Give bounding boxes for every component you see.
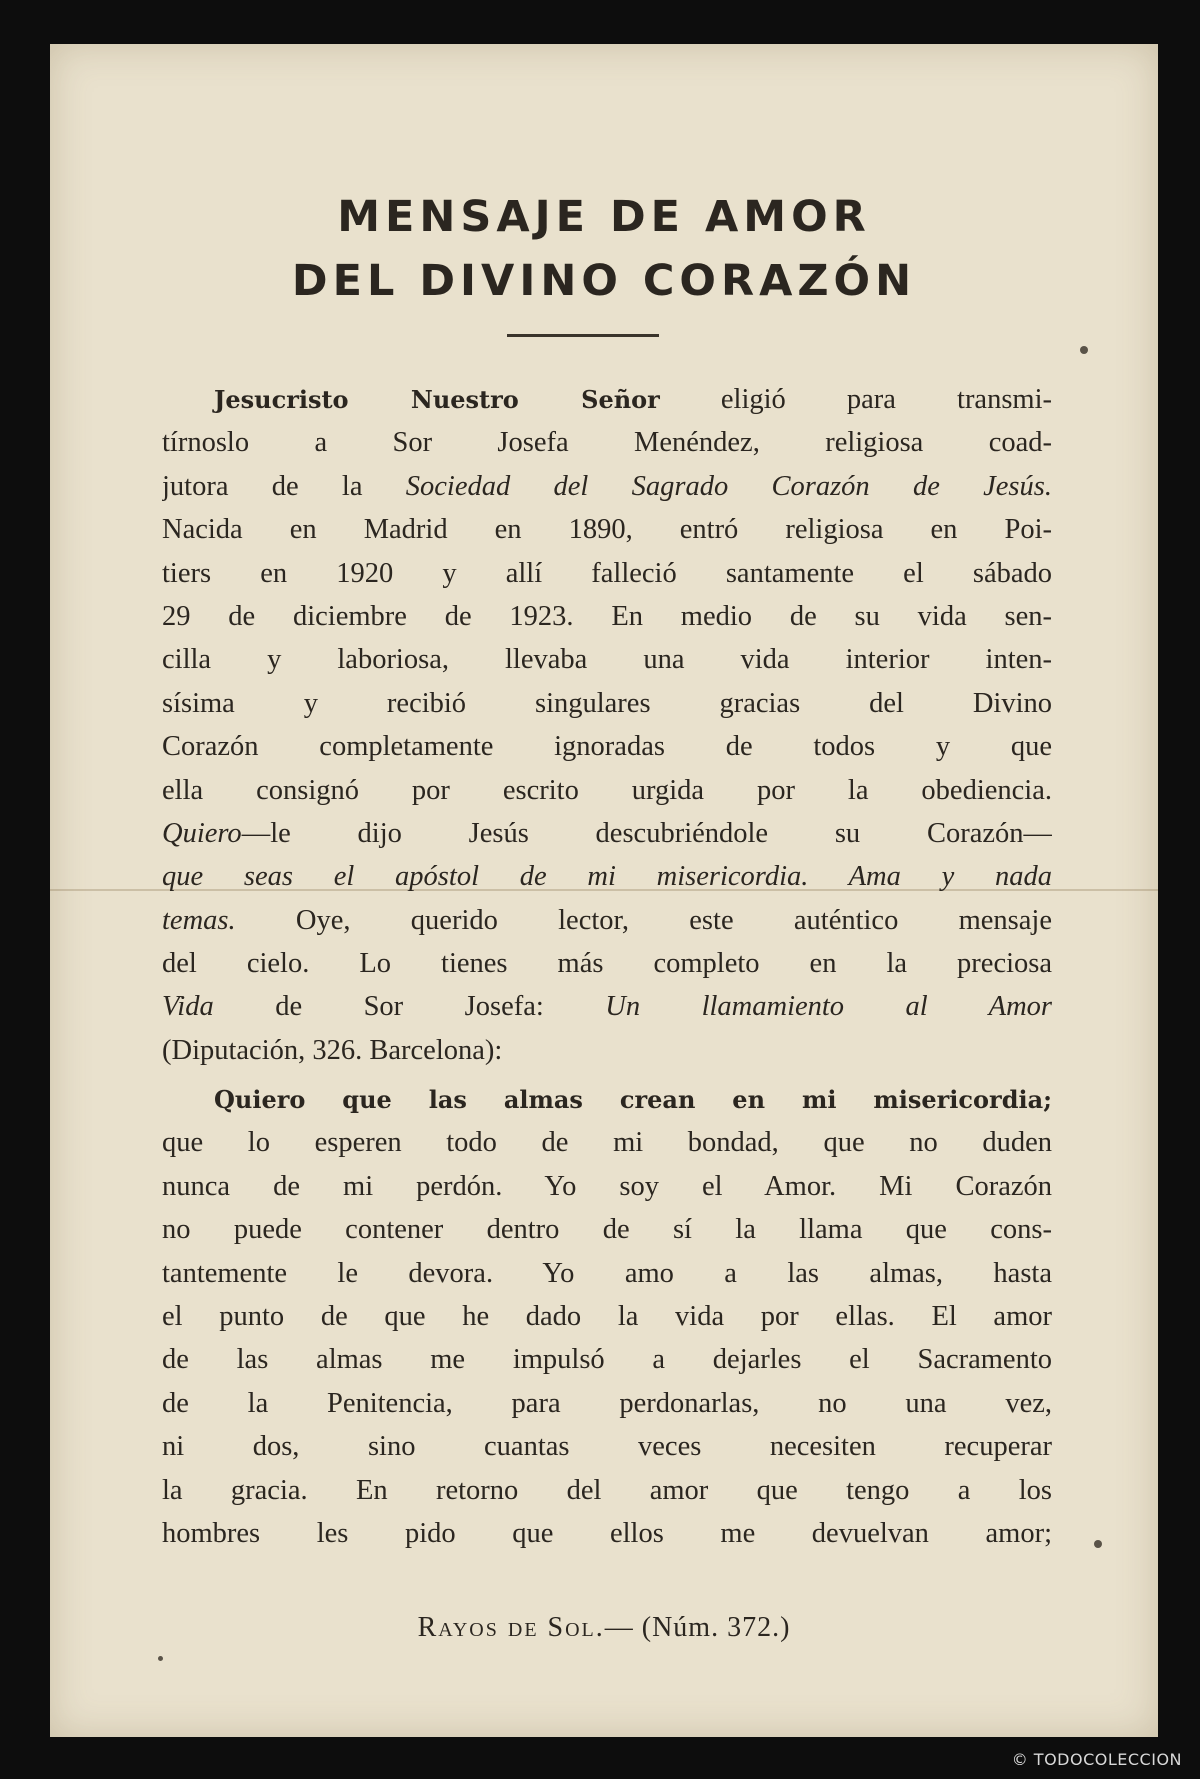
paper-spot	[158, 1656, 163, 1661]
watermark-text: © TODOCOLECCION	[1011, 1750, 1182, 1769]
text-line: sísima y recibió singulares gracias del Divino	[162, 687, 1052, 719]
text-line	[162, 1078, 1052, 1121]
intro-paragraph	[162, 378, 1052, 1072]
text-line: que lo esperen todo de mi bondad, que no duden	[162, 1127, 1052, 1159]
issue-number: — (Núm. 372.)	[604, 1612, 791, 1643]
paper-spot	[1094, 1540, 1102, 1548]
text-line	[162, 378, 1052, 421]
text-line: la gracia. En retorno del amor que tengo a los	[162, 1474, 1052, 1506]
text-line: nunca de mi perdón. Yo soy el Amor. Mi Corazón	[162, 1170, 1052, 1202]
text-line: Corazón completamente ignoradas de todos y que	[162, 731, 1052, 763]
text-line: que seas el apóstol de mi misericordia. Ama y nada	[162, 861, 1052, 893]
text-span: jutora de la	[162, 470, 406, 502]
text-line: ni dos, sino cuantas veces necesiten recuperar	[162, 1431, 1052, 1463]
text-line	[162, 812, 1052, 855]
bold-lead: Quiero que las almas crean en mi misericordia;	[214, 1085, 1052, 1114]
title-line-2: DEL DIVINO CORAZÓN	[291, 256, 917, 306]
text-line: tírnoslo a Sor Josefa Menéndez, religiosa coad-	[162, 427, 1052, 459]
book-title: Un llamamiento al Amor	[605, 991, 1052, 1023]
text-line: ella consignó por escrito urgida por la obediencia.	[162, 774, 1052, 806]
text-span: eligió para transmi-	[659, 384, 1052, 415]
series-name: Rayos de Sol.	[417, 1612, 605, 1643]
italic-span: Vida	[162, 991, 214, 1023]
title-divider	[507, 334, 659, 337]
text-line: Nacida en Madrid en 1890, entró religiosa en Poi-	[162, 514, 1052, 546]
paper-spot	[1080, 346, 1088, 354]
message-paragraph	[162, 1078, 1052, 1555]
text-line: no puede contener dentro de sí la llama que cons-	[162, 1214, 1052, 1246]
text-line: hombres les pido que ellos me devuelvan amor;	[162, 1517, 1052, 1549]
text-line: cilla y laboriosa, llevaba una vida interior inten-	[162, 644, 1052, 676]
text-span: de Sor Josefa:	[213, 991, 606, 1023]
leaflet-page	[50, 44, 1158, 1737]
text-line: del cielo. Lo tienes más completo en la preciosa	[162, 948, 1052, 980]
text-line: de las almas me impulsó a dejarles el Sacramento	[162, 1344, 1052, 1376]
italic-span: Sociedad del Sagrado Corazón de Jesús.	[405, 470, 1052, 502]
footer-citation	[50, 1612, 1158, 1644]
text-line: el punto de que he dado la vida por ellas. El amor	[162, 1300, 1052, 1332]
text-line: 29 de diciembre de 1923. En medio de su vida sen-	[162, 600, 1052, 632]
bold-lead: Jesucristo Nuestro Señor	[214, 385, 660, 414]
text-line: (Diputación, 326. Barcelona):	[162, 1034, 503, 1066]
text-span: —le dijo Jesús descubriéndole su Corazón—	[241, 817, 1052, 849]
text-line: de la Penitencia, para perdonarlas, no una vez,	[162, 1387, 1052, 1419]
text-line	[162, 465, 1052, 508]
text-line	[162, 985, 1052, 1028]
text-span: Oye, querido lector, este auténtico mensaje	[235, 904, 1052, 936]
italic-span: temas.	[162, 904, 236, 936]
title-line-1: MENSAJE DE AMOR	[337, 192, 871, 242]
text-line: tantemente le devora. Yo amo a las almas, hasta	[162, 1257, 1052, 1289]
text-line	[162, 899, 1052, 942]
italic-span: Quiero	[162, 817, 242, 849]
text-line: tiers en 1920 y allí falleció santamente el sábado	[162, 557, 1052, 589]
